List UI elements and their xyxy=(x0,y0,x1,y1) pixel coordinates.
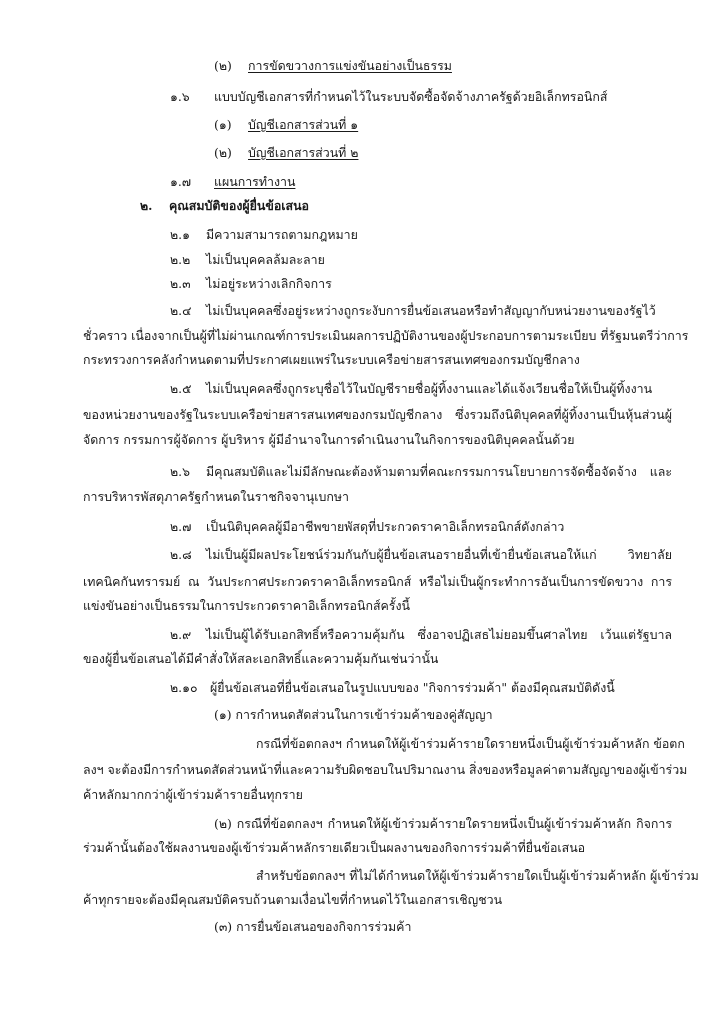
item-number: ๒.๙ xyxy=(170,627,192,642)
item-2-3 xyxy=(170,275,332,293)
link-text: แผนการทำงาน xyxy=(214,174,296,189)
item-2-1 xyxy=(170,226,358,244)
item-number: ๒.๘ xyxy=(170,547,192,562)
item-text: ผู้ยื่นข้อเสนอที่ยื่นข้อเสนอในรูปแบบของ "กิจการร่วมค้า" ต้องมีคุณสมบัติดังนี้ xyxy=(210,680,615,695)
item-text: มีคุณสมบัติและไม่มีลักษณะต้องห้ามตามที่คณะกรรมการนโยบายการจัดซื้อจัดจ้าง และ xyxy=(206,464,672,479)
paragraph-line: ลงฯ จะต้องมีการกำหนดสัดส่วนหน้าที่และความรับผิดชอบในปริมาณงาน สิ่งของหรือมูลค่าตามสัญญาของผู้เข้าร่วม xyxy=(83,762,688,777)
item-text: แบบบัญชีเอกสารที่กำหนดไว้ในระบบจัดซื้อจัดจ้างภาครัฐด้วยอิเล็กทรอนิกส์ xyxy=(214,89,608,104)
item-text: มีความสามารถตามกฎหมาย xyxy=(206,227,358,242)
item-number: ๒.๓ xyxy=(170,276,191,291)
item-2-2 xyxy=(170,251,325,269)
link-text: บัญชีเอกสารส่วนที่ ๑ xyxy=(248,117,359,132)
item-text: ไม่เป็นบุคคลล้มละลาย xyxy=(206,252,325,267)
item-2-10 xyxy=(170,679,615,697)
item-text: เป็นนิติบุคคลผู้มีอาชีพขายพัสดุที่ประกวดราคาอิเล็กทรอนิกส์ดังกล่าว xyxy=(206,519,565,534)
item-number: (๒) xyxy=(214,58,232,73)
item-1-6 xyxy=(170,88,607,106)
item-text: ไม่เป็นผู้มีผลประโยชน์ร่วมกันกับผู้ยื่นข้อเสนอรายอื่นที่เข้ายื่นข้อเสนอให้แก่ วิทยาลัย xyxy=(206,547,672,562)
paragraph-line: ร่วมค้านั้นต้องใช้ผลงานของผู้เข้าร่วมค้าหลักรายเดียวเป็นผลงานของกิจการร่วมค้าที่ยื่นข้อเสนอ xyxy=(83,840,586,855)
paragraph-line: ค้าหลักมากกว่าผู้เข้าร่วมค้ารายอื่นทุกราย xyxy=(83,787,303,802)
item-number: (๒) xyxy=(214,145,232,160)
paragraph-line: กรณีที่ข้อตกลงฯ กำหนดให้ผู้เข้าร่วมค้ารายใดรายหนึ่งเป็นผู้เข้าร่วมค้าหลัก ข้อตก xyxy=(256,736,685,751)
link-text: บัญชีเอกสารส่วนที่ ๒ xyxy=(248,145,359,160)
paragraph-line: สำหรับข้อตกลงฯ ที่ไม่ได้กำหนดให้ผู้เข้าร่วมค้ารายใดเป็นผู้เข้าร่วมค้าหลัก ผู้เข้าร่วม xyxy=(256,868,699,883)
paragraph-line: แข่งขันอย่างเป็นธรรมในการประกวดราคาอิเล็กทรอนิกส์ครั้งนี้ xyxy=(83,598,410,613)
item-number: ๒.๔ xyxy=(170,303,192,318)
item-number: ๒.๑๐ xyxy=(170,680,198,695)
item-1-6-2 xyxy=(214,144,358,162)
paragraph-line: กระทรวงการคลังกำหนดตามที่ประกาศเผยแพร่ในระบบเครือข่ายสารสนเทศของกรมบัญชีกลาง xyxy=(83,352,580,367)
paragraph-line: ค้าทุกรายจะต้องมีคุณสมบัติครบถ้วนตามเงื่อนไขที่กำหนดไว้ในเอกสารเชิญชวน xyxy=(83,892,503,907)
item-number: ๑.๗ xyxy=(170,174,192,189)
link-text: การขัดขวางการแข่งขันอย่างเป็นธรรม xyxy=(248,58,452,73)
item-2-4 xyxy=(170,302,672,320)
item-text: ไม่อยู่ระหว่างเลิกกิจการ xyxy=(206,276,332,291)
item-2-5 xyxy=(170,380,672,398)
item-text: ไม่เป็นผู้ได้รับเอกสิทธิ์หรือความคุ้มกัน ซึ่งอาจปฏิเสธไม่ยอมขึ้นศาลไทย เว้นแต่รัฐบาล xyxy=(206,627,672,642)
item-1-6-1 xyxy=(214,116,358,134)
item-number: ๒.๗ xyxy=(170,519,192,534)
item-number: ๒.๑ xyxy=(170,227,190,242)
item-2-8 xyxy=(170,546,672,564)
paragraph-line: จัดการ กรรมการผู้จัดการ ผู้บริหาร ผู้มีอำนาจในการดำเนินงานในกิจการของนิติบุคคลนั้นด้วย xyxy=(83,432,575,447)
paragraph-line: ชั่วคราว เนื่องจากเป็นผู้ที่ไม่ผ่านเกณฑ์การประเมินผลการปฏิบัติงานของผู้ประกอบการตามระเบียบ ที่รัฐมนตรีว่าการ xyxy=(83,328,689,343)
item-1-7 xyxy=(170,173,295,191)
subitem-2: (๒) กรณีที่ข้อตกลงฯ กำหนดให้ผู้เข้าร่วมค้ารายใดรายหนึ่งเป็นผู้เข้าร่วมค้าหลัก กิจการ xyxy=(214,816,672,831)
paragraph-line: ของหน่วยงานของรัฐในระบบเครือข่ายสารสนเทศของกรมบัญชีกลาง ซึ่งรวมถึงนิติบุคคลที่ผู้ทิ้งงานเป็นหุ้นส่วนผู้ xyxy=(83,407,672,422)
subitem-1: (๑) การกำหนดสัดส่วนในการเข้าร่วมค้าของคู่สัญญา xyxy=(214,707,493,722)
subitem-3: (๓) การยื่นข้อเสนอของกิจการร่วมค้า xyxy=(214,919,412,934)
item-number: ๒.๒ xyxy=(170,252,191,267)
item-2-9 xyxy=(170,626,672,644)
item-2-6 xyxy=(170,463,672,481)
section-number: ๒. xyxy=(140,198,153,213)
item-number: ๒.๕ xyxy=(170,381,192,396)
item-text: ไม่เป็นบุคคลซึ่งอยู่ระหว่างถูกระงับการยื่นข้อเสนอหรือทำสัญญากับหน่วยงานของรัฐไว้ xyxy=(206,303,656,318)
section-title: คุณสมบัติของผู้ยื่นข้อเสนอ xyxy=(169,198,309,213)
item-text: ไม่เป็นบุคคลซึ่งถูกระบุชื่อไว้ในบัญชีรายชื่อผู้ทิ้งงานและได้แจ้งเวียนชื่อให้เป็นผู้ทิ้งงาน xyxy=(206,381,653,396)
item-number: ๑.๖ xyxy=(170,89,190,104)
section-2-heading xyxy=(140,197,309,215)
paragraph-line: การบริหารพัสดุภาครัฐกำหนดในราชกิจจานุเบกษา xyxy=(83,489,349,504)
paragraph-line: ของผู้ยื่นข้อเสนอได้มีคำสั่งให้สละเอกสิทธิ์และความคุ้มกันเช่นว่านั้น xyxy=(83,651,439,666)
item-number: (๑) xyxy=(214,117,232,132)
item-number: ๒.๖ xyxy=(170,464,190,479)
item-2-7 xyxy=(170,518,564,536)
paragraph-line: เทคนิคกันทรารมย์ ณ วันประกาศประกวดราคาอิเล็กทรอนิกส์ หรือไม่เป็นผู้กระทำการอันเป็นการขัดขวาง การ xyxy=(83,574,672,589)
item-1-5-2 xyxy=(214,57,452,75)
